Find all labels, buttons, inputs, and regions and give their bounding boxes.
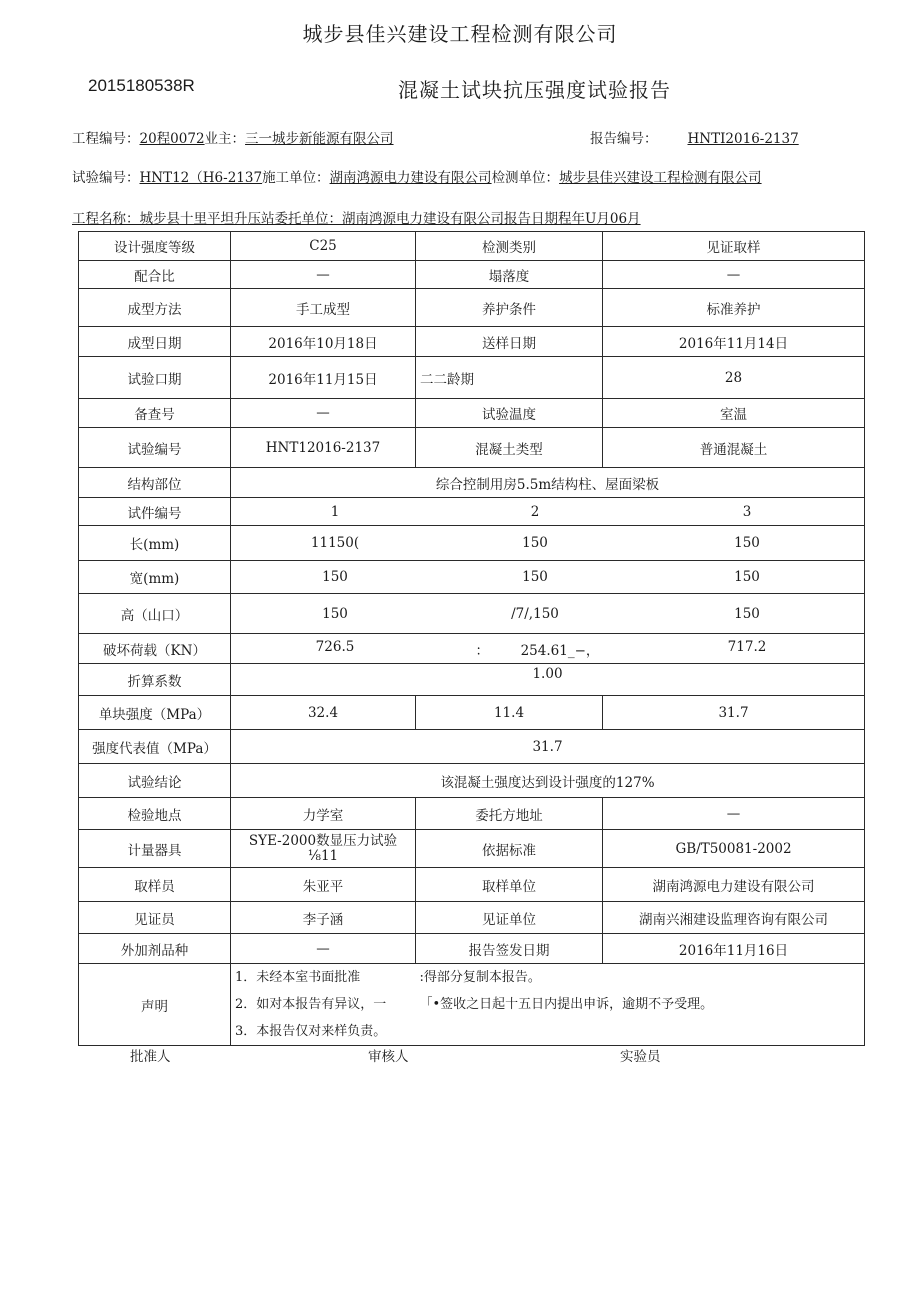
length-1: 11150(: [310, 535, 360, 551]
height-3: 150: [734, 605, 760, 622]
load-2: 254.61_−，: [520, 642, 600, 659]
table-row: [79, 902, 865, 934]
cell-value: —: [231, 261, 416, 289]
owner-label: 业主：: [204, 131, 246, 147]
cell-value: 力学室: [231, 798, 416, 830]
table-row: [79, 399, 865, 428]
meta-line-name: [72, 207, 641, 227]
width-2: 150: [522, 569, 548, 585]
table-row: [79, 798, 865, 830]
report-no: HNTI2016-2137: [687, 131, 799, 147]
cell-value: 该混凝土强度达到设计强度的127%: [231, 764, 865, 798]
cell-value: 11.4: [416, 696, 603, 730]
cell-value: 2016年11月14日: [603, 327, 865, 357]
declaration-line: 2．如对本报告有异议，一: [235, 997, 387, 1012]
cell-label: 高（山口）: [79, 594, 231, 634]
cell-value: —: [231, 934, 416, 964]
table-row: [79, 468, 865, 498]
test-no-label: 试验编号：: [72, 170, 140, 186]
cell-label: 试验编号: [79, 428, 231, 468]
inspector-name: 城步县佳兴建设工程检测有限公司: [559, 170, 762, 186]
test-no: HNT12（H6-2137: [139, 170, 263, 186]
length-3: 150: [734, 535, 760, 551]
cell-value: GB/T50081-2002: [603, 830, 865, 868]
inspector-label: 检测单位：: [491, 170, 560, 186]
cell-label: 二二龄期: [416, 357, 603, 399]
cell-value: 湖南兴湘建设监理咨询有限公司: [603, 902, 865, 934]
table-row: [79, 696, 865, 730]
table-row: [79, 964, 865, 1046]
project-name-line: 工程名称：城步县十里平坦升压站委托单位：湖南鸿源电力建设有限公司报告日期程年U月06月: [72, 211, 641, 227]
length-cell: [231, 526, 865, 561]
cell-label: 长(mm): [79, 526, 231, 561]
cell-label: 依据标准: [416, 830, 603, 868]
cell-value: 湖南鸿源电力建设有限公司: [603, 868, 865, 902]
table-row: [79, 561, 865, 594]
specimen-2: 2: [530, 503, 540, 520]
cell-value: 李子涵: [231, 902, 416, 934]
height-2: /7/,150: [511, 605, 559, 622]
instrument-line-1: SYE-2000数显压力试验: [248, 832, 398, 849]
company-name: 城步县佳兴建设工程检测有限公司: [302, 22, 618, 46]
height-1: 150: [322, 605, 348, 622]
cell-label: 报告签发日期: [416, 934, 603, 964]
cell-value: 32.4: [231, 696, 416, 730]
cell-label: 折算系数: [79, 664, 231, 696]
reviewer-label: 审核人: [368, 1049, 409, 1065]
height-cell: [231, 594, 865, 634]
cell-value: 朱亚平: [231, 868, 416, 902]
instrument-cell: [231, 830, 416, 868]
width-cell: [231, 561, 865, 594]
table-row: [79, 289, 865, 327]
load-1: 726.5: [315, 638, 355, 655]
document-code: 2015180538R: [88, 76, 195, 95]
cell-label: 试验口期: [79, 357, 231, 399]
cell-label: 外加剂品种: [79, 934, 231, 964]
cell-value: 2016年11月15日: [231, 357, 416, 399]
width-3: 150: [734, 569, 760, 585]
table-row: [79, 526, 865, 561]
load-sep: ：: [475, 642, 489, 659]
load-cell: [231, 634, 865, 664]
width-1: 150: [322, 569, 348, 585]
cell-label: 宽(mm): [79, 561, 231, 594]
cell-label: 委托方地址: [416, 798, 603, 830]
cell-value: HNT12016-2137: [231, 428, 416, 468]
table-row: [79, 634, 865, 664]
cell-label: 塌落度: [416, 261, 603, 289]
cell-value: 1.00: [231, 664, 865, 696]
instrument-line-2: ⅛11: [307, 847, 339, 864]
cell-label: 见证单位: [416, 902, 603, 934]
cell-label: 成型方法: [79, 289, 231, 327]
cell-label: 单块强度（MPa）: [79, 696, 231, 730]
table-row: [79, 868, 865, 902]
length-2: 150: [522, 535, 548, 551]
declaration-line: 3．本报告仅对来样负责。: [235, 1024, 387, 1039]
cell-value: 28: [603, 357, 865, 399]
cell-label: 结构部位: [79, 468, 231, 498]
builder-name: 湖南鸿源电力建设有限公司: [329, 170, 492, 186]
load-3: 717.2: [727, 638, 767, 655]
cell-value: 普通混凝土: [603, 428, 865, 468]
cell-value: 室温: [603, 399, 865, 428]
table-row: [79, 730, 865, 764]
specimen-3: 3: [742, 503, 752, 520]
table-row: [79, 830, 865, 868]
table-row: [79, 327, 865, 357]
meta-report-no: [590, 127, 799, 147]
cell-label: 检测类别: [416, 232, 603, 261]
cell-label: 试验温度: [416, 399, 603, 428]
meta-line-project: [72, 127, 394, 147]
cell-value: 综合控制用房5.5m结构柱、屋面梁板: [231, 468, 865, 498]
cell-value: 标准养护: [603, 289, 865, 327]
report-table: [78, 231, 865, 1046]
cell-value: —: [603, 798, 865, 830]
cell-label: 试件编号: [79, 498, 231, 526]
cell-label: 计量器具: [79, 830, 231, 868]
cell-label: 养护条件: [416, 289, 603, 327]
table-row: [79, 594, 865, 634]
declaration-line: :得部分复制本报告。: [419, 970, 541, 985]
tester-label: 实验员: [620, 1049, 661, 1065]
owner-name: 三一城步新能源有限公司: [245, 131, 394, 147]
cell-label: 混凝土类型: [416, 428, 603, 468]
report-no-label: 报告编号：: [590, 131, 658, 147]
specimen-number-cell: [231, 498, 865, 526]
cell-label: 成型日期: [79, 327, 231, 357]
cell-label: 强度代表值（MPa）: [79, 730, 231, 764]
table-row: [79, 357, 865, 399]
cell-value: 见证取样: [603, 232, 865, 261]
cell-value: 31.7: [231, 730, 865, 764]
report-title: 混凝土试块抗压强度试验报告: [398, 78, 671, 102]
cell-label: 送样日期: [416, 327, 603, 357]
declaration-line: 1．未经本室书面批准: [235, 970, 361, 985]
table-row: [79, 934, 865, 964]
cell-label: 配合比: [79, 261, 231, 289]
project-no-label: 工程编号：: [72, 131, 140, 147]
cell-label: 试验结论: [79, 764, 231, 798]
project-no: 20程0072: [139, 131, 205, 147]
table-row: [79, 764, 865, 798]
cell-label: 破坏荷载（KN）: [79, 634, 231, 664]
specimen-1: 1: [330, 503, 340, 520]
cell-value: 2016年10月18日: [231, 327, 416, 357]
cell-value: 31.7: [603, 696, 865, 730]
cell-label: 取样单位: [416, 868, 603, 902]
cell-value: —: [603, 261, 865, 289]
table-row: [79, 261, 865, 289]
declaration-label: 声明: [79, 964, 231, 1046]
cell-label: 设计强度等级: [79, 232, 231, 261]
cell-value: —: [231, 399, 416, 428]
declaration-right: [416, 964, 865, 1046]
cell-label: 检验地点: [79, 798, 231, 830]
table-row: [79, 428, 865, 468]
cell-label: 备查号: [79, 399, 231, 428]
declaration-left: [231, 964, 416, 1046]
meta-line-test: [72, 166, 762, 186]
table-row: [79, 498, 865, 526]
table-row: [79, 232, 865, 261]
approver-label: 批准人: [130, 1049, 171, 1065]
builder-label: 施工单位：: [262, 170, 330, 186]
cell-label: 取样员: [79, 868, 231, 902]
cell-value: 2016年11月16日: [603, 934, 865, 964]
cell-value: C25: [231, 232, 416, 261]
declaration-line: 「•签收之日起十五日内提出申诉，逾期不予受理。: [419, 997, 714, 1012]
table-row: [79, 664, 865, 696]
cell-label: 见证员: [79, 902, 231, 934]
declaration-line: [420, 1018, 863, 1045]
cell-value: 手工成型: [231, 289, 416, 327]
